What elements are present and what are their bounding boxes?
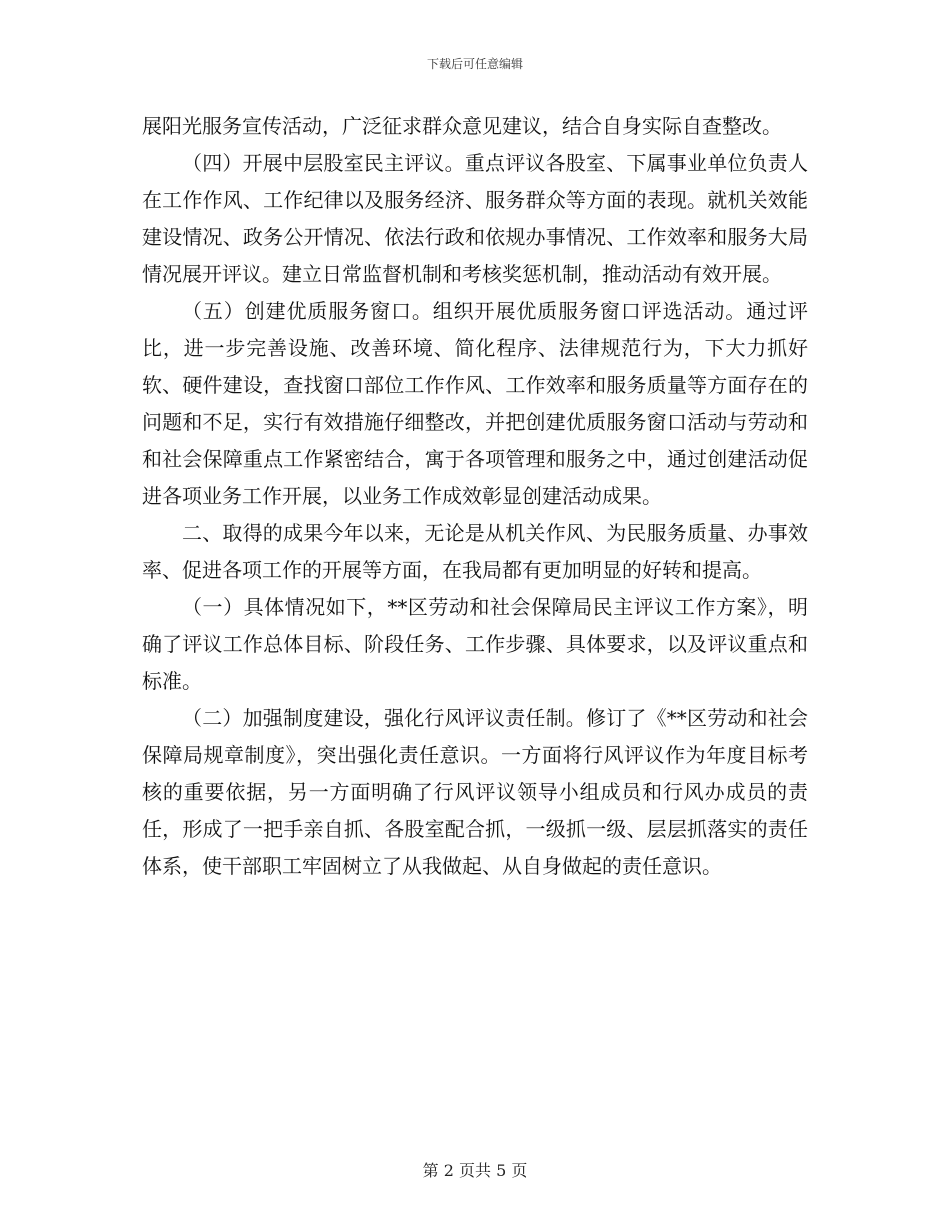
paragraph-results-1: （一）具体情况如下，**区劳动和社会保障局民主评议工作方案》，明确了评议工作总体目标、阶段任务、工作步骤、具体要求，以及评议重点和标准。 xyxy=(142,595,808,693)
paragraph-section-5: （五）创建优质服务窗口。组织开展优质服务窗口评选活动。通过评比，进一步完善设施、改善环境、简化程序、法律规范行为，下大力抓好软、硬件建设，查找窗口部位工作作风、工作效率和服务质量等方面存在的问题和不足，实行有效措施仔细整改，并把创建优质服务窗口活动与劳动和和社会保障重点工作紧密结合，寓于各项管理和服务之中，通过创建活动促进各项业务工作开展，以业务工作成效彰显创建活动成果。 xyxy=(142,299,808,508)
page-number: 第 2 页共 5 页 xyxy=(422,1161,528,1180)
document-body xyxy=(142,108,808,885)
paragraph-section-4: （四）开展中层股室民主评议。重点评议各股室、下属事业单位负责人在工作作风、工作纪律以及服务经济、服务群众等方面的表现。就机关效能建设情况、政务公开情况、依法行政和依规办事情况、工作效率和服务大局情况展开评议。建立日常监督机制和考核奖惩机制，推动活动有效开展。 xyxy=(142,151,808,286)
page-header-note: 下载后可任意编辑 xyxy=(426,57,523,71)
paragraph-results-heading: 二、取得的成果今年以来，无论是从机关作风、为民服务质量、办事效率、促进各项工作的开展等方面，在我局都有更加明显的好转和提高。 xyxy=(142,521,808,582)
paragraph-results-2: （二）加强制度建设，强化行风评议责任制。修订了《**区劳动和社会保障局规章制度》，突出强化责任意识。一方面将行风评议作为年度目标考核的重要依据，另一方面明确了行风评议领导小组成员和行风办成员的责任，形成了一把手亲自抓、各股室配合抓，一级抓一级、层层抓落实的责任体系，使干部职工牢固树立了从我做起、从自身做起的责任意识。 xyxy=(142,706,808,878)
paragraph-continuation: 展阳光服务宣传活动，广泛征求群众意见建议，结合自身实际自查整改。 xyxy=(142,114,782,138)
